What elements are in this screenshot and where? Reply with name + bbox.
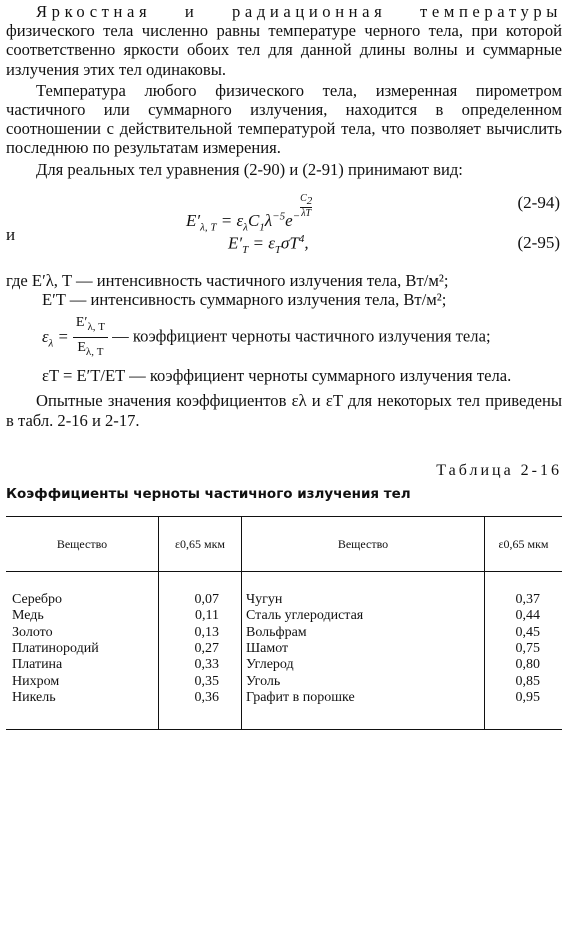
header-substance-2: Вещество [242, 516, 485, 571]
header-substance-1: Вещество [6, 516, 159, 571]
value-cell: 0,80 [485, 657, 563, 673]
equation-number: (2-94) [517, 192, 560, 212]
definition-1: где E′λ, T — интенсивность частичного излучения тела, Вт/м²; [6, 270, 449, 290]
table-row [6, 625, 562, 641]
conjunction: и [6, 224, 16, 244]
substance-cell: Медь [12, 608, 44, 624]
equation-body: $E'_T = \varepsilon_T\sigma T^4$, [228, 232, 309, 256]
table-row [6, 571, 562, 608]
substance-cell: Никель [6, 690, 159, 729]
equation-number: (2-95) [517, 232, 560, 252]
paragraph-4: Опытные значения коэффициентов ελ и εT для некоторых тел приведены в табл. 2-16 и 2-17. [6, 391, 562, 430]
paragraph-1-text: физического тела численно равны температуре черного тела, при которой соответственно яркости обоих тел для данной длины волны и суммарные излучения этих тел одинаковы. [6, 21, 562, 79]
value-cell: 0,44 [485, 608, 563, 624]
value-cell: 0,37 [485, 571, 563, 608]
definition-3: $\varepsilon_\lambda$ = $\frac{E'_{\lambda, T}}{E_{\lambda, T}}$ — коэффициент черноты частичного излучения тела; [42, 315, 491, 359]
table-row [6, 690, 562, 729]
substance-cell: Платинородий [12, 641, 99, 657]
table-title: Коэффициенты черноты частичного излучения тел [6, 485, 411, 502]
substance-cell: Чугун [242, 571, 485, 608]
table-row [6, 674, 562, 690]
header-emissivity-2: ε0,65 мкм [485, 516, 563, 571]
substance-cell: Сталь углеродистая [242, 608, 485, 624]
equation-2-95 [6, 225, 562, 265]
substance-cell: Серебро [12, 591, 63, 607]
paragraph-3: Для реальных тел уравнения (2-90) и (2-91) принимают вид: [36, 159, 463, 179]
paragraph-2: Температура любого физического тела, измеренная пирометром частичного или суммарного излучения, находится в определенном соотношении с действительной температурой тела, что позволяет вычислить последнюю по результатам измерения. [6, 80, 562, 158]
definitions [6, 271, 562, 386]
substance-cell: Вольфрам [242, 625, 485, 641]
substance-cell: Уголь [242, 674, 485, 690]
spaced-term: Яркостная и радиационная температуры [36, 2, 562, 21]
table-number: Таблица 2-16 [436, 461, 562, 479]
substance-cell: Золото [12, 624, 53, 640]
table-row [6, 657, 562, 673]
equation-2-94 [6, 185, 562, 234]
substance-cell: Нихром [12, 673, 60, 689]
value-cell: 0,07 [159, 571, 242, 608]
value-cell: 0,75 [485, 641, 563, 657]
document-page [6, 2, 562, 730]
value-cell: 0,13 [159, 625, 242, 641]
value-cell: 0,36 [159, 690, 242, 729]
table-row [6, 608, 562, 624]
table-row [6, 641, 562, 657]
emissivity-table [6, 516, 562, 730]
value-cell: 0,11 [159, 608, 242, 624]
paragraph-1 [6, 2, 562, 79]
header-emissivity-1: ε0,65 мкм [159, 516, 242, 571]
substance-cell: Платина [12, 657, 63, 673]
definition-3-text: — коэффициент черноты частичного излучения тела; [112, 326, 491, 346]
equation-body: $E'_{\lambda, T} = \varepsilon_\lambda C_1\lambda^{-5}e^-$ $\frac{C_2}{\lambda T}$ [186, 192, 313, 234]
value-cell: 0,85 [485, 674, 563, 690]
substance-cell: Шамот [242, 641, 485, 657]
substance-cell: Углерод [242, 657, 485, 673]
substance-cell: Графит в порошке [242, 690, 485, 729]
definition-2: E′T — интенсивность суммарного излучения тела, Вт/м²; [42, 290, 447, 310]
definition-4: εT = E′T/ET — коэффициент черноты суммарного излучения тела. [42, 366, 512, 386]
value-cell: 0,95 [485, 690, 563, 729]
value-cell: 0,33 [159, 657, 242, 673]
value-cell: 0,27 [159, 641, 242, 657]
value-cell: 0,35 [159, 674, 242, 690]
value-cell: 0,45 [485, 625, 563, 641]
